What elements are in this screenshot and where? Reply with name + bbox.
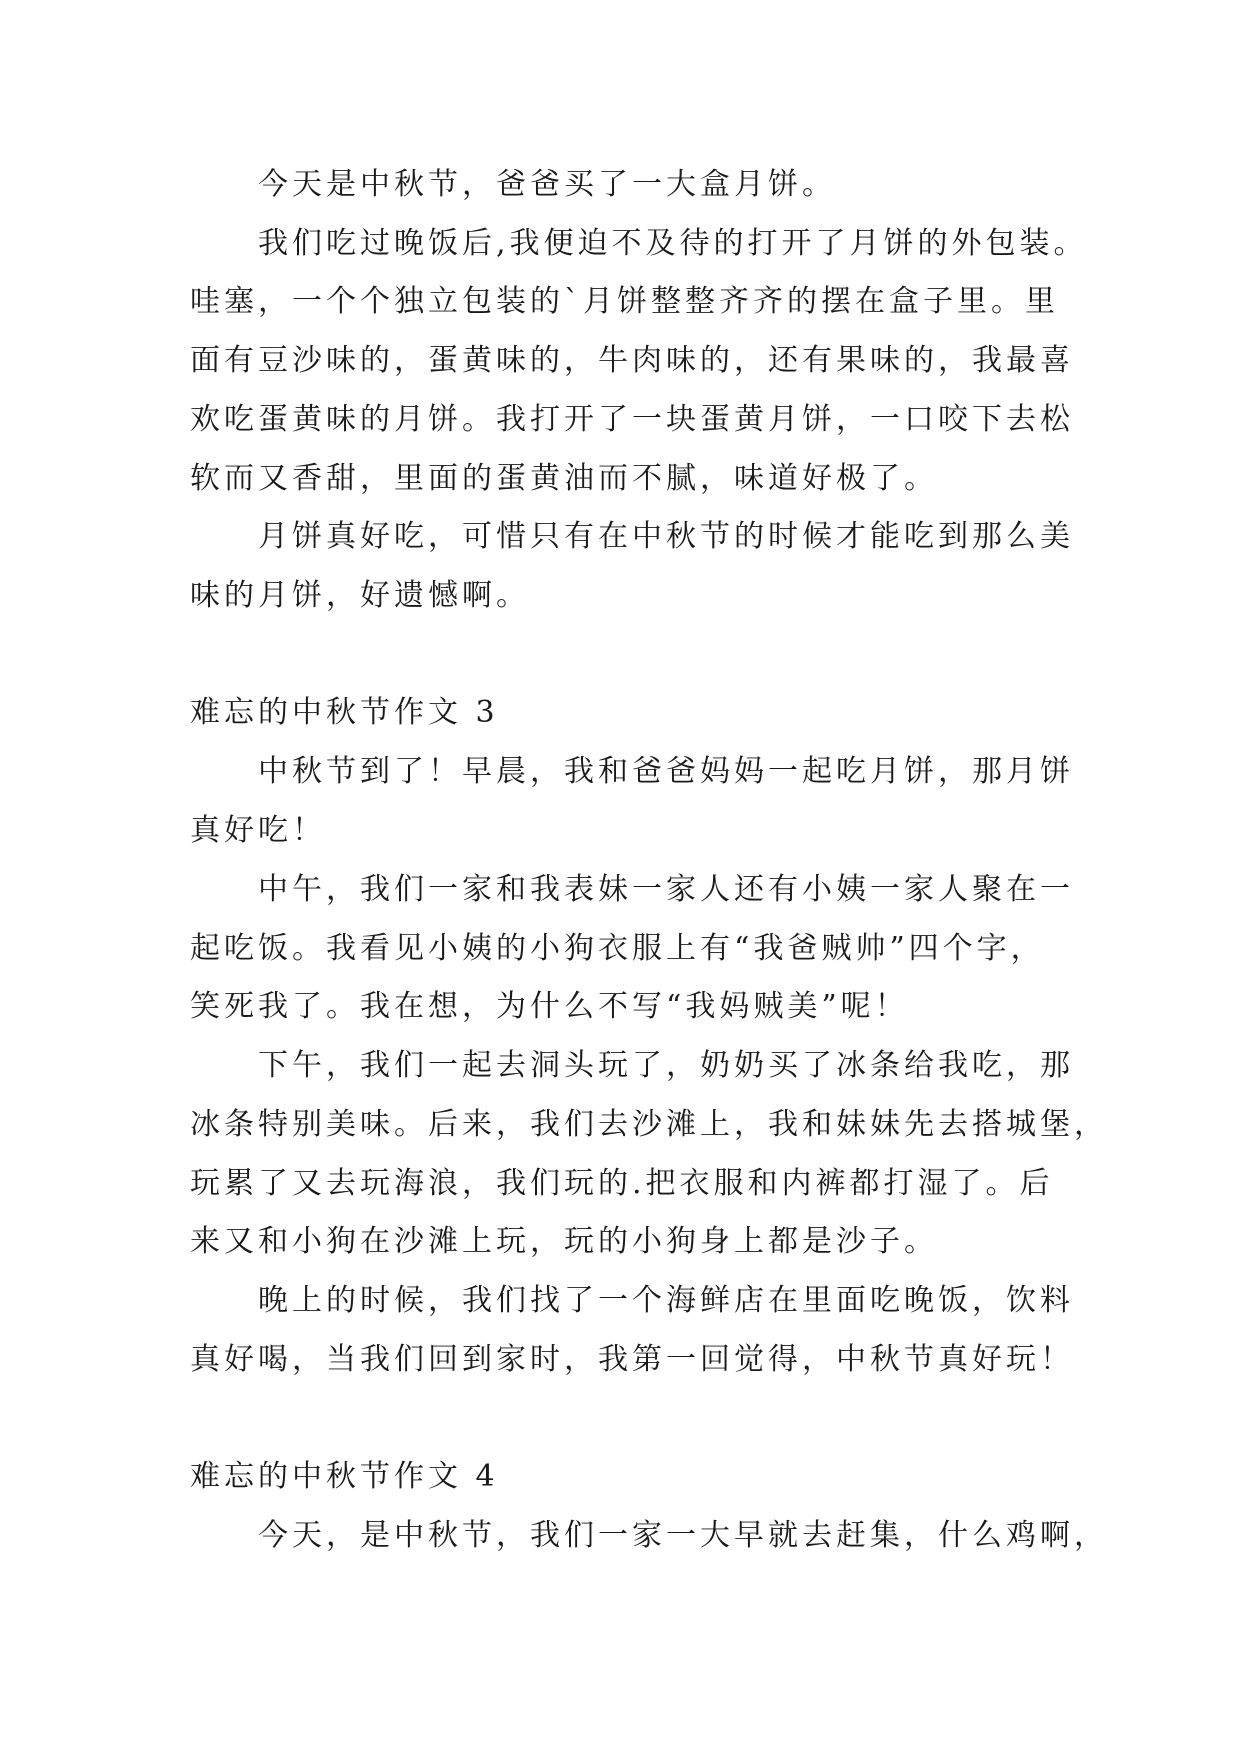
paragraph-line: 今天是中秋节，爸爸买了一大盒月饼。 bbox=[258, 167, 836, 202]
paragraph-line: 面有豆沙味的，蛋黄味的，牛肉味的，还有果味的，我最喜 bbox=[190, 343, 1074, 378]
paragraph-line: 玩累了又去玩海浪，我们玩的.把衣服和内裤都打湿了。后 bbox=[190, 1166, 1054, 1201]
section-heading: 难忘的中秋节作文 4 bbox=[190, 1459, 499, 1494]
paragraph-line: 软而又香甜，里面的蛋黄油而不腻，味道好极了。 bbox=[190, 461, 938, 496]
paragraph-line: 月饼真好吃，可惜只有在中秋节的时候才能吃到那么美 bbox=[258, 519, 1074, 554]
paragraph-line: 下午，我们一起去洞头玩了，奶奶买了冰条给我吃，那 bbox=[258, 1048, 1074, 1083]
paragraph-line: 味的月饼，好遗憾啊。 bbox=[190, 578, 530, 613]
paragraph-line: 欢吃蛋黄味的月饼。我打开了一块蛋黄月饼，一口咬下去松 bbox=[190, 402, 1074, 437]
paragraph-line: 冰条特别美味。后来，我们去沙滩上，我和妹妹先去搭城堡， bbox=[190, 1107, 1108, 1142]
paragraph-line: 起吃饭。我看见小姨的小狗衣服上有“我爸贼帅”四个字， bbox=[190, 931, 1045, 966]
paragraph-line: 今天，是中秋节，我们一家一大早就去赶集，什么鸡啊， bbox=[258, 1518, 1108, 1553]
paragraph-line: 真好喝，当我们回到家时，我第一回觉得，中秋节真好玩！ bbox=[190, 1342, 1074, 1377]
paragraph-line: 真好吃！ bbox=[190, 813, 326, 848]
paragraph-line: 晚上的时候，我们找了一个海鲜店在里面吃晚饭，饮料 bbox=[258, 1283, 1074, 1318]
paragraph-line: 笑死我了。我在想，为什么不写“我妈贼美”呢！ bbox=[190, 989, 909, 1024]
paragraph-line: 来又和小狗在沙滩上玩，玩的小狗身上都是沙子。 bbox=[190, 1224, 938, 1259]
paragraph-line: 中秋节到了！早晨，我和爸爸妈妈一起吃月饼，那月饼 bbox=[258, 754, 1074, 789]
section-heading: 难忘的中秋节作文 3 bbox=[190, 695, 499, 730]
paragraph-line: 哇塞，一个个独立包装的`月饼整整齐齐的摆在盒子里。里 bbox=[190, 284, 1059, 319]
paragraph-line: 我们吃过晚饭后,我便迫不及待的打开了月饼的外包装。 bbox=[258, 226, 1088, 261]
paragraph-line: 中午，我们一家和我表妹一家人还有小姨一家人聚在一 bbox=[258, 872, 1074, 907]
